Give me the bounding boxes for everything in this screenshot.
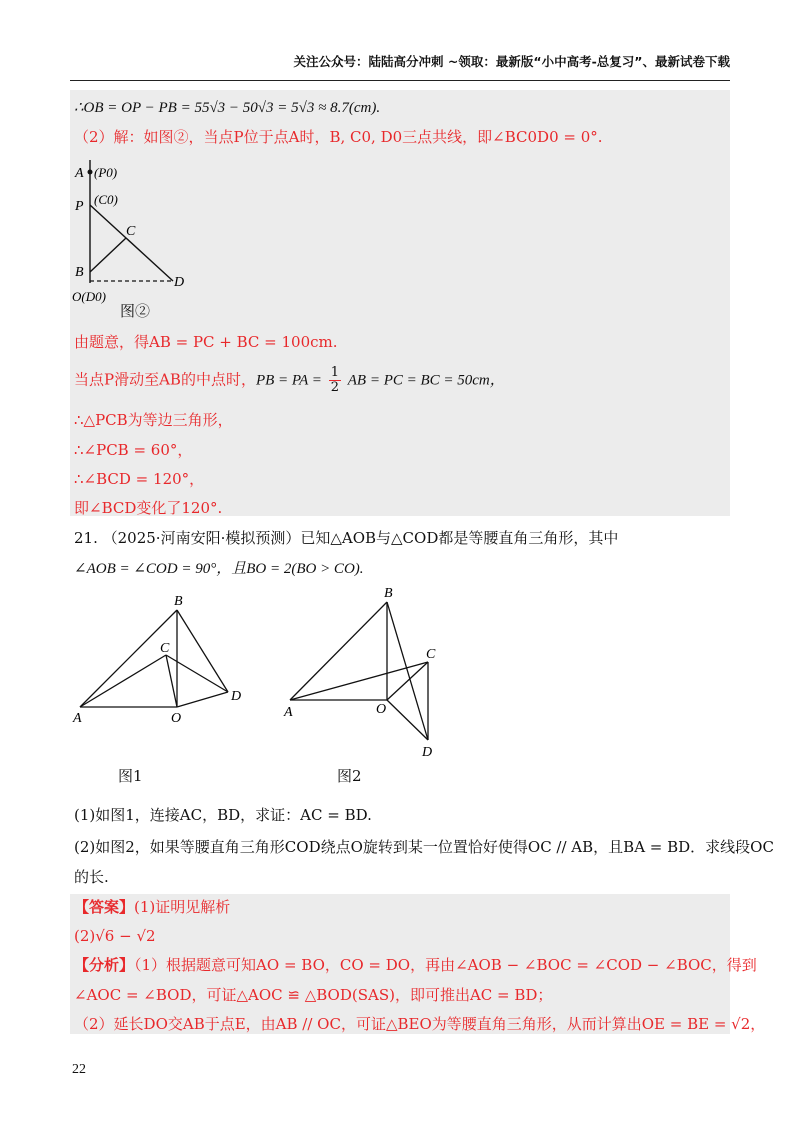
- fig1-label-o: O: [171, 711, 182, 726]
- analysis-tag: 【分析】: [74, 956, 135, 974]
- figure-2b-caption: 图2: [337, 767, 362, 785]
- half-numerator: 1: [330, 365, 339, 380]
- step-2-eq1: PB = PA =: [255, 372, 322, 389]
- step-2: [74, 366, 505, 395]
- figure-2b-diagram: [280, 585, 470, 765]
- answer-2: (2)√6 − √2: [74, 927, 156, 945]
- fig2-label-c0: (C0): [94, 192, 118, 207]
- fig2-label-a: A: [75, 166, 84, 181]
- fig2b-label-d: D: [422, 745, 433, 760]
- answer-1: (1)证明见解析: [134, 898, 231, 916]
- part2-intro: （2）解：如图②，当点P位于点A时，B, C0, D0三点共线，即∠BC0D0 = 0°.: [74, 128, 603, 146]
- step-4: ∴∠PCB = 60°，: [74, 441, 193, 459]
- question-2-line-2: 的长.: [74, 868, 109, 886]
- analysis-2: ∠AOC = ∠BOD，可证△AOC ≌ △BOD(SAS)，即可推出AC = BD；: [74, 986, 553, 1004]
- fig2b-ab: [290, 602, 387, 700]
- analysis-line-1: [74, 955, 757, 975]
- step-2-prefix: 当点P滑动至AB的中点时，: [74, 370, 256, 389]
- page-header: 关注公众号：陆陆高分冲刺 ~领取：最新版“小中高考-总复习”、最新试卷下载: [293, 54, 730, 69]
- fig1-ac: [80, 655, 166, 707]
- step-6: 即∠BCD变化了120°.: [74, 499, 223, 517]
- fig1-ab: [80, 610, 177, 707]
- step-5: ∴∠BCD = 120°，: [74, 470, 205, 488]
- fig2-label-o: O(D0): [72, 289, 106, 304]
- fig2-pd-segment: [90, 205, 173, 281]
- fig2b-label-a: A: [284, 705, 293, 720]
- step-3: ∴△PCB为等边三角形，: [74, 411, 233, 429]
- analysis-3: （2）延长DO交AB于点E，由AB // OC，可证△BEO为等腰直角三角形，从而计算出OE = BE = √2，: [74, 1015, 766, 1033]
- fig2-label-p: P: [75, 199, 84, 214]
- fig1-bd: [177, 610, 228, 692]
- step-2-eq2: AB = PC = BC = 50cm，: [347, 372, 505, 389]
- figure-1-caption: 图1: [118, 767, 143, 785]
- half-denominator: 2: [330, 380, 339, 395]
- answer-tag: 【答案】: [74, 898, 135, 916]
- ob-line: ∴OB = OP − PB = 55√3 − 50√3 = 5√3 ≈ 8.7(cm).: [74, 100, 381, 116]
- fig2-label-d: D: [174, 275, 185, 290]
- question-1: (1)如图1，连接AC，BD，求证：AC = BD.: [74, 806, 372, 824]
- answer-line-1: [74, 897, 230, 917]
- step-1: 由题意，得AB = PC + BC = 100cm.: [74, 333, 338, 351]
- fig1-cd: [166, 655, 228, 692]
- fig2b-label-o: O: [376, 702, 387, 717]
- figure-1-diagram: [70, 590, 270, 730]
- fig1-label-c: C: [160, 641, 170, 656]
- page-number: 22: [72, 1062, 86, 1077]
- fig2-label-p0: (P0): [94, 165, 118, 180]
- fig1-label-b: B: [174, 594, 183, 609]
- fig2-point-a: [88, 170, 93, 175]
- question-2-line-1: (2)如图2，如果等腰直角三角形COD绕点O旋转到某一位置恰好使得OC // AB，且BA = BD．求线段OC: [74, 838, 774, 856]
- fig1-label-a: A: [73, 711, 82, 726]
- analysis-1: （1）根据题意可知AO = BO，CO = DO，再由∠AOB − ∠BOC = ∠COD − ∠BOC，得到: [134, 956, 757, 974]
- problem-21-stem-2: ∠AOB = ∠COD = 90°，且BO = 2(BO > CO).: [74, 561, 364, 577]
- figure-2-caption: 图②: [120, 302, 151, 320]
- fig1-od: [177, 692, 228, 707]
- fig2b-label-b: B: [384, 586, 393, 601]
- problem-21-stem-1: 21. （2025·河南安阳·模拟预测）已知△AOB与△COD都是等腰直角三角形，其中: [74, 529, 619, 547]
- header-divider: [70, 80, 730, 81]
- fig1-label-d: D: [231, 689, 242, 704]
- fig2-label-b: B: [75, 265, 84, 280]
- fig2-label-c: C: [126, 224, 136, 239]
- fig2-bc-segment: [90, 238, 126, 272]
- fig2b-label-c: C: [426, 647, 436, 662]
- half-fraction: [329, 366, 341, 395]
- fig1-co: [166, 655, 177, 707]
